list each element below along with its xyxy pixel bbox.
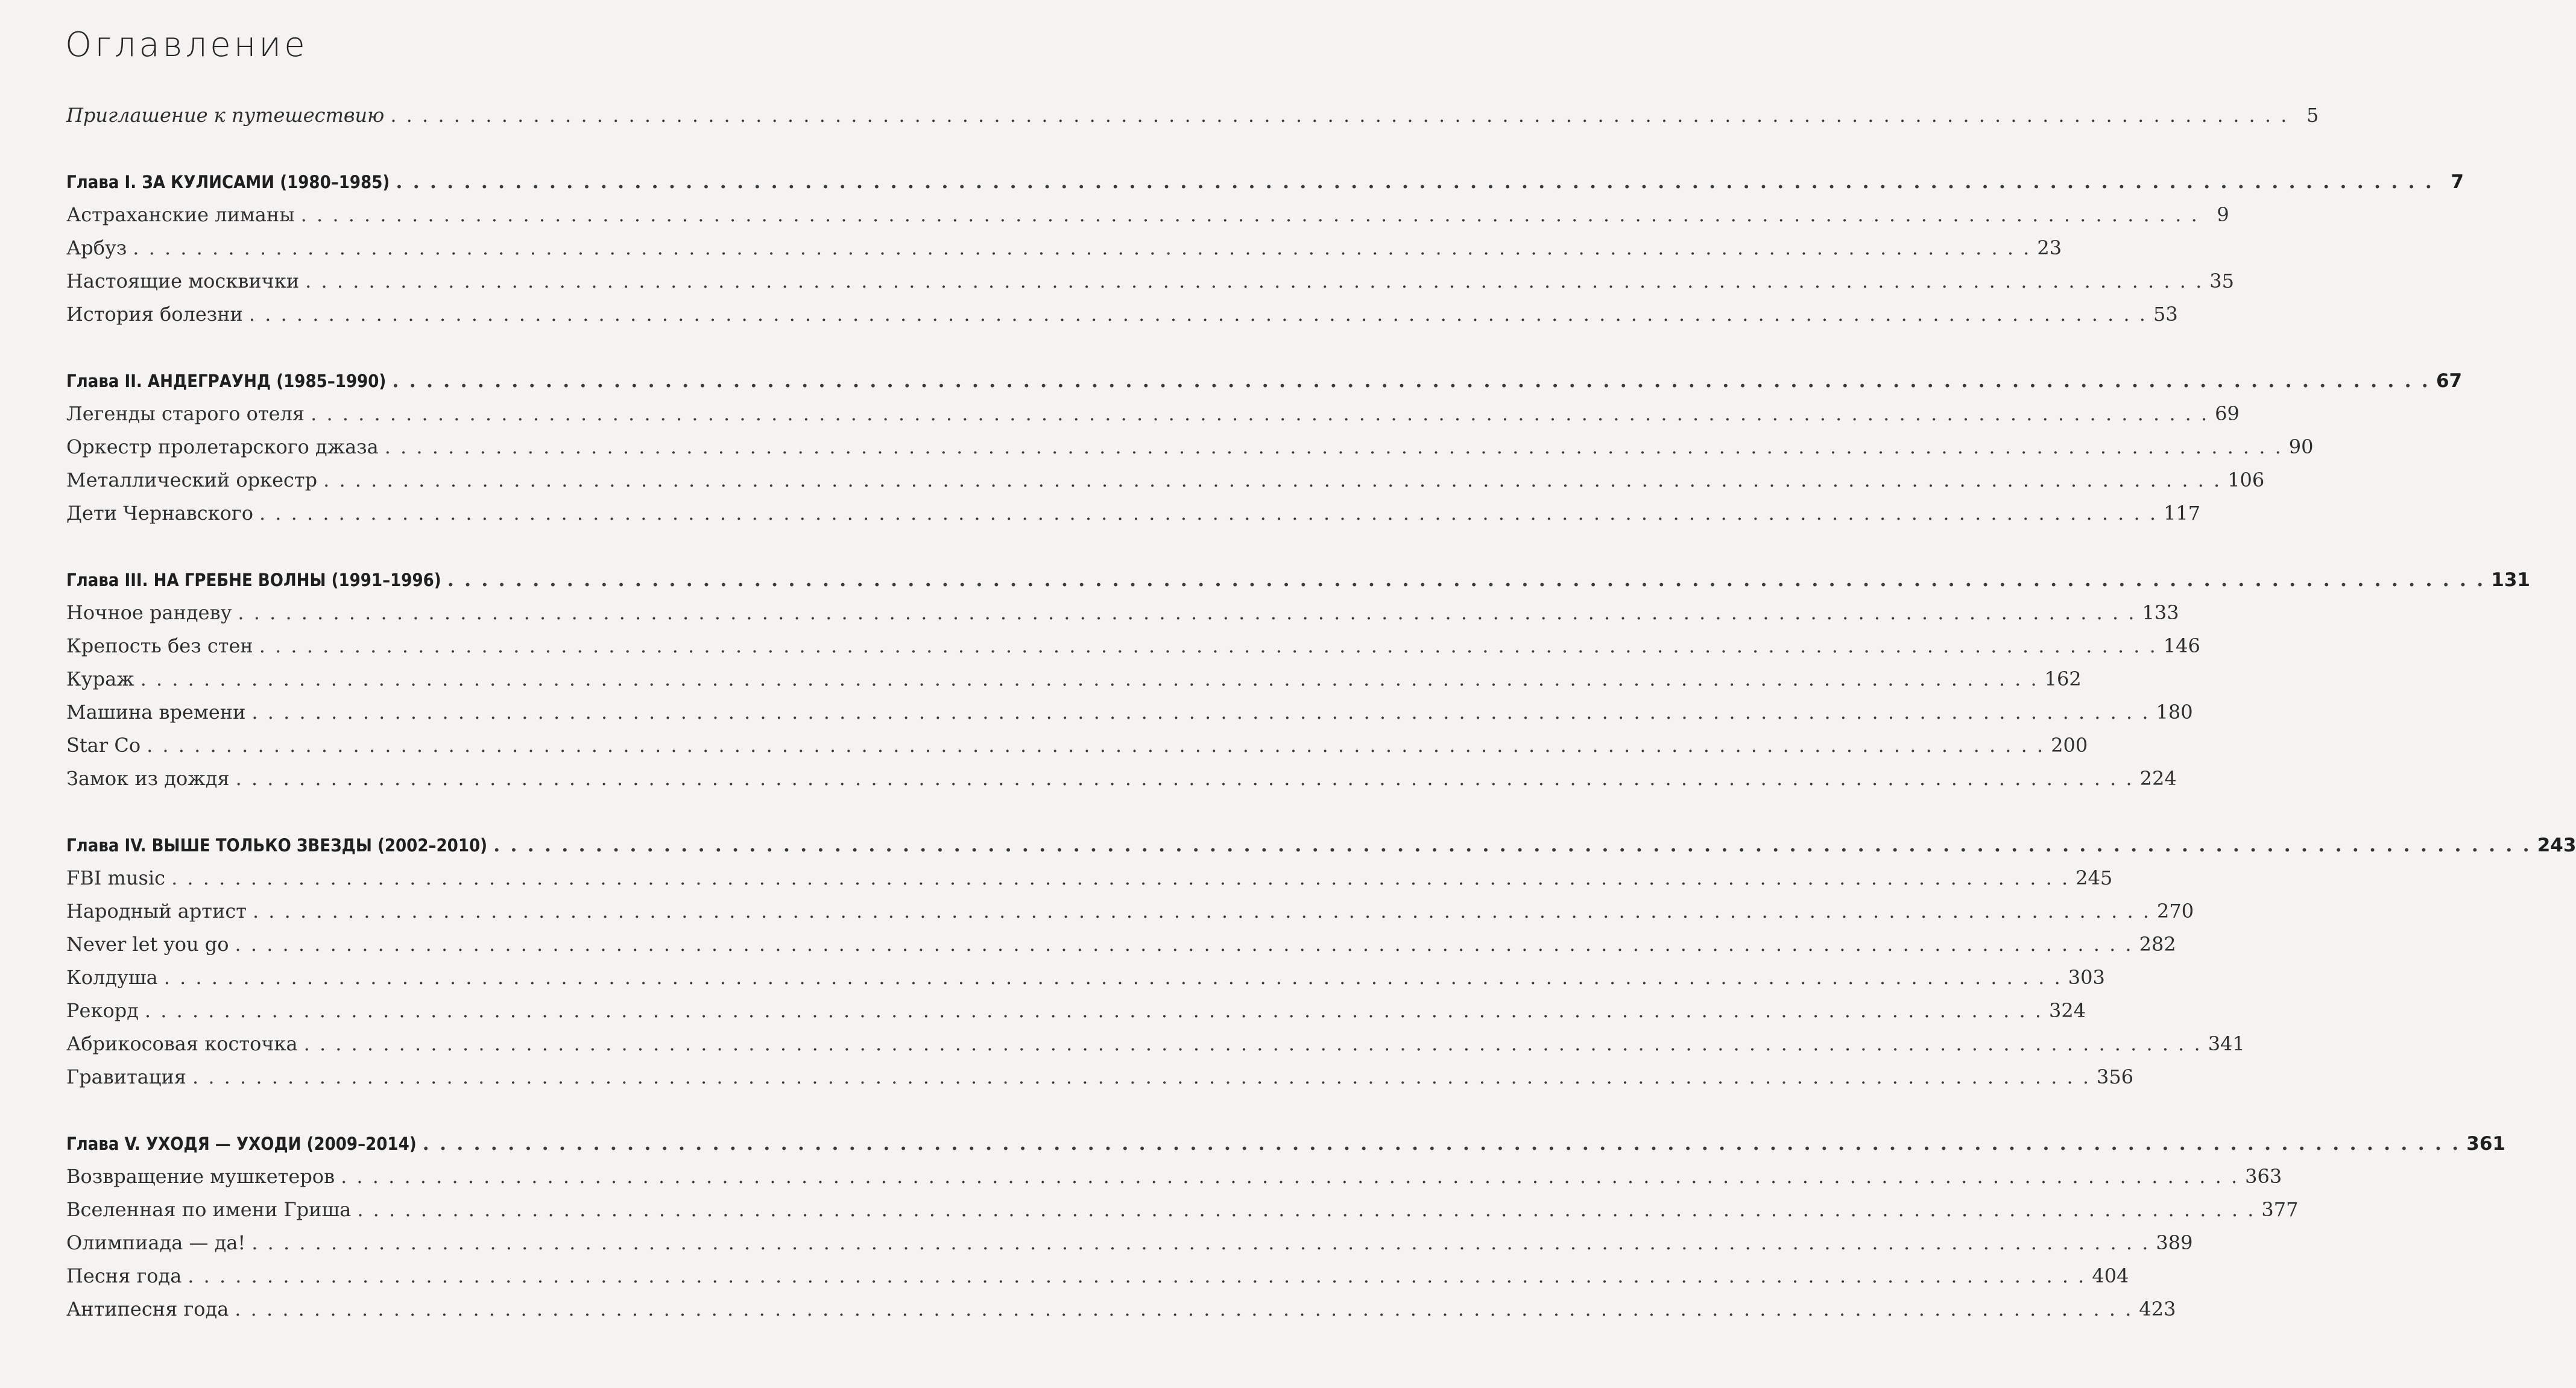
section-spacer: [66, 137, 799, 170]
dot-leader: . . . . . . . . . . . . . . . . . . . . . . . . . . . . . . . . . . . . . . . . . . . . . . . . . . . . . . . . . . . . . . . . . . . . . . . . . . . . . . . . . . . . . . . . . . . . . . . . . . . . . . . . . . . . . . . . . . . . . . . .: [300, 203, 2199, 226]
dot-leader: . . . . . . . . . . . . . . . . . . . . . . . . . . . . . . . . . . . . . . . . . . . . . . . . . . . . . . . . . . . . . . . . . . . . . . . . . . . . . . . . . . . . . . . . . . . . . . . . . . . . . . . . . . . . . . . . . . . . . . . .: [140, 667, 2039, 690]
toc-entry[interactable]: [66, 236, 2062, 270]
dot-leader: . . . . . . . . . . . . . . . . . . . . . . . . . . . . . . . . . . . . . . . . . . . . . . . . . . . . . . . . . . . . . . . . . . . . . . . . . . . . . . . . . . . . . . . . . . . . . . . . . . . . . . . . . . . . . . . . . . . . . . . .: [323, 468, 2222, 491]
toc-page-number: 324: [2049, 999, 2086, 1022]
toc-entry-label: Приглашение к путешествию: [66, 104, 385, 127]
dot-leader: . . . . . . . . . . . . . . . . . . . . . . . . . . . . . . . . . . . . . . . . . . . . . . . . . . . . . . . . . . . . . . . . . . . . . . . . . . . . . . . . . . . . . . . . . . . . . . . . . . . . . . . . . . . . . . . . . . . . . . . .: [235, 933, 2133, 956]
toc-page-number: 146: [2163, 634, 2200, 657]
toc-entry-label: Вселенная по имени Гриша: [66, 1198, 352, 1221]
chapter-title: Глава I. ЗА КУЛИСАМИ (1980–1985): [66, 172, 390, 192]
toc-entry-label: Замок из дождя: [66, 767, 230, 790]
toc-page-number: 245: [2076, 866, 2113, 889]
toc-intro[interactable]: [66, 104, 2319, 137]
toc-entry-label: Ночное рандеву: [66, 601, 232, 624]
toc-entry-label: FBI music: [66, 866, 166, 889]
dot-leader: . . . . . . . . . . . . . . . . . . . . . . . . . . . . . . . . . . . . . . . . . . . . . . . . . . . . . . . . . . . . . . . . . . . . . . . . . . . . . . . . . . . . . . . . . . . . . . . . . . . . . . . . . . . . . . . . . . . . . . . .: [259, 502, 2158, 525]
dot-leader: . . . . . . . . . . . . . . . . . . . . . . . . . . . . . . . . . . . . . . . . . . . . . . . . . . . . . . . . . . . . . . . . . . . . . . . . . . . . . . . . . . . . . . . . . . . . . . . . . . . . . . . . . . . . . . . . . . . . . . . .: [311, 402, 2209, 425]
dot-leader: . . . . . . . . . . . . . . . . . . . . . . . . . . . . . . . . . . . . . . . . . . . . . . . . . . . . . . . . . . . . . . . . . . . . . . . . . . . . . . . . . . . . . . . . . . . . . . . . . . . . . . . . . . . . . . . . . . . . . . . .: [396, 170, 2434, 193]
toc-page-number: 270: [2157, 900, 2194, 923]
chapter-title: Глава II. АНДЕГРАУНД (1985–1990): [66, 371, 387, 391]
toc-entry[interactable]: [66, 966, 2105, 999]
toc-entry[interactable]: [66, 1198, 2299, 1231]
toc-entry[interactable]: [66, 1264, 2129, 1298]
toc-entry-label: Легенды старого отеля: [66, 402, 305, 425]
dot-leader: . . . . . . . . . . . . . . . . . . . . . . . . . . . . . . . . . . . . . . . . . . . . . . . . . . . . . . . . . . . . . . . . . . . . . . . . . . . . . . . . . . . . . . . . . . . . . . . . . . . . . . . . . . . . . . . . . . . . . . . .: [163, 966, 2062, 989]
toc-entry[interactable]: [66, 270, 2234, 303]
toc-entry[interactable]: [66, 933, 2176, 966]
toc-chapter[interactable]: [66, 833, 2576, 866]
dot-leader: . . . . . . . . . . . . . . . . . . . . . . . . . . . . . . . . . . . . . . . . . . . . . . . . . . . . . . . . . . . . . . . . . . . . . . . . . . . . . . . . . . . . . . . . . . . . . . . . . . . . . . . . . . . . . . . . . . . . . . . .: [171, 866, 2070, 889]
toc-page-number: 282: [2139, 933, 2176, 956]
dot-leader: . . . . . . . . . . . . . . . . . . . . . . . . . . . . . . . . . . . . . . . . . . . . . . . . . . . . . . . . . . . . . . . . . . . . . . . . . . . . . . . . . . . . . . . . . . . . . . . . . . . . . . . . . . . . . . . . . . . . . . . .: [305, 270, 2204, 292]
toc-page-number: 117: [2164, 502, 2201, 525]
toc-page-number: 377: [2261, 1198, 2299, 1221]
toc-entry[interactable]: [66, 1298, 2176, 1331]
dot-leader: . . . . . . . . . . . . . . . . . . . . . . . . . . . . . . . . . . . . . . . . . . . . . . . . . . . . . . . . . . . . . . . . . . . . . . . . . . . . . . . . . . . . . . . . . . . . . . . . . . . . . . . . . . . . . . . . . . . . . . . .: [392, 369, 2430, 392]
toc-page-number: 67: [2436, 370, 2463, 392]
dot-leader: . . . . . . . . . . . . . . . . . . . . . . . . . . . . . . . . . . . . . . . . . . . . . . . . . . . . . . . . . . . . . . . . . . . . . . . . . . . . . . . . . . . . . . . . . . . . . . . . . . . . . . . . . . . . . . . . . . . . . . . .: [248, 303, 2147, 326]
toc-page-number: 224: [2139, 767, 2177, 790]
toc-entry-label: Кураж: [66, 667, 134, 690]
toc-entry[interactable]: [66, 866, 2113, 900]
toc-entry[interactable]: [66, 1231, 2193, 1264]
dot-leader: . . . . . . . . . . . . . . . . . . . . . . . . . . . . . . . . . . . . . . . . . . . . . . . . . . . . . . . . . . . . . . . . . . . . . . . . . . . . . . . . . . . . . . . . . . . . . . . . . . . . . . . . . . . . . . . . . . . . . . . .: [447, 568, 2486, 591]
page-title: Оглавление: [65, 25, 308, 65]
toc-entry-label: Олимпиада — да!: [66, 1231, 246, 1254]
toc-entry[interactable]: [66, 1032, 2245, 1065]
dot-leader: . . . . . . . . . . . . . . . . . . . . . . . . . . . . . . . . . . . . . . . . . . . . . . . . . . . . . . . . . . . . . . . . . . . . . . . . . . . . . . . . . . . . . . . . . . . . . . . . . . . . . . . . . . . . . . . . . . . . . . . .: [384, 435, 2283, 458]
toc-entry-label: Дети Чернавского: [66, 502, 253, 525]
dot-leader: . . . . . . . . . . . . . . . . . . . . . . . . . . . . . . . . . . . . . . . . . . . . . . . . . . . . . . . . . . . . . . . . . . . . . . . . . . . . . . . . . . . . . . . . . . . . . . . . . . . . . . . . . . . . . . . . . . . . . . . .: [251, 701, 2150, 724]
dot-leader: . . . . . . . . . . . . . . . . . . . . . . . . . . . . . . . . . . . . . . . . . . . . . . . . . . . . . . . . . . . . . . . . . . . . . . . . . . . . . . . . . . . . . . . . . . . . . . . . . . . . . . . . . . . . . . . . . . . . . . . .: [493, 833, 2531, 856]
toc-page-number: 7: [2451, 171, 2464, 193]
toc-entry-label: Колдуша: [66, 966, 158, 989]
section-spacer: [66, 1099, 799, 1132]
toc-page-number: 69: [2215, 402, 2240, 425]
toc-entry-label: Арбуз: [66, 236, 127, 259]
section-spacer: [66, 336, 799, 369]
dot-leader: . . . . . . . . . . . . . . . . . . . . . . . . . . . . . . . . . . . . . . . . . . . . . . . . . . . . . . . . . . . . . . . . . . . . . . . . . . . . . . . . . . . . . . . . . . . . . . . . . . . . . . . . . . . . . . . . . . . . . . . .: [147, 734, 2045, 757]
toc-entry-label: Настоящие москвички: [66, 270, 300, 292]
toc-entry[interactable]: [66, 734, 2088, 767]
chapter-title: Глава III. НА ГРЕБНЕ ВОЛНЫ (1991–1996): [66, 570, 441, 590]
toc-chapter[interactable]: [66, 1132, 2505, 1165]
table-of-contents: [66, 104, 2576, 1331]
toc-page-number: 5: [2306, 104, 2319, 127]
toc-entry-label: Антипесня года: [66, 1298, 229, 1320]
toc-chapter[interactable]: [66, 170, 2464, 203]
toc-entry[interactable]: [66, 900, 2194, 933]
toc-entry-label: История болезни: [66, 303, 243, 326]
toc-page-number: 389: [2156, 1231, 2193, 1254]
toc-page-number: 200: [2051, 734, 2088, 757]
toc-entry[interactable]: [66, 1165, 2282, 1198]
toc-entry-label: Машина времени: [66, 701, 246, 724]
toc-entry-label: Оркестр пролетарского джаза: [66, 435, 379, 458]
dot-leader: . . . . . . . . . . . . . . . . . . . . . . . . . . . . . . . . . . . . . . . . . . . . . . . . . . . . . . . . . . . . . . . . . . . . . . . . . . . . . . . . . . . . . . . . . . . . . . . . . . . . . . . . . . . . . . . . . . . . . . . .: [341, 1165, 2240, 1188]
toc-entry-label: Возвращение мушкетеров: [66, 1165, 335, 1188]
toc-entry[interactable]: [66, 1065, 2134, 1099]
toc-entry-label: Star Co: [66, 734, 141, 757]
toc-page-number: 361: [2466, 1133, 2505, 1155]
dot-leader: . . . . . . . . . . . . . . . . . . . . . . . . . . . . . . . . . . . . . . . . . . . . . . . . . . . . . . . . . . . . . . . . . . . . . . . . . . . . . . . . . . . . . . . . . . . . . . . . . . . . . . . . . . . . . . . . . . . . . . . .: [235, 767, 2134, 790]
dot-leader: . . . . . . . . . . . . . . . . . . . . . . . . . . . . . . . . . . . . . . . . . . . . . . . . . . . . . . . . . . . . . . . . . . . . . . . . . . . . . . . . . . . . . . . . . . . . . . . . . . . . . . . . . . . . . . . . . . . . . . . .: [259, 634, 2158, 657]
toc-page-number: 363: [2245, 1165, 2282, 1188]
toc-entry[interactable]: [66, 634, 2200, 667]
dot-leader: . . . . . . . . . . . . . . . . . . . . . . . . . . . . . . . . . . . . . . . . . . . . . . . . . . . . . . . . . . . . . . . . . . . . . . . . . . . . . . . . . . . . . . . . . . . . . . . . . . . . . . . . . . . . . . . . . . . . . . . .: [235, 1298, 2133, 1320]
toc-entry[interactable]: [66, 999, 2086, 1032]
dot-leader: . . . . . . . . . . . . . . . . . . . . . . . . . . . . . . . . . . . . . . . . . . . . . . . . . . . . . . . . . . . . . . . . . . . . . . . . . . . . . . . . . . . . . . . . . . . . . . . . . . . . . . . . . . . . . . . . . . . . . . . .: [390, 104, 2289, 127]
toc-page-number: 180: [2156, 701, 2193, 724]
toc-page-number: 106: [2227, 468, 2265, 491]
chapter-title: Глава V. УХОДЯ — УХОДИ (2009–2014): [66, 1134, 417, 1154]
toc-entry-label: Крепость без стен: [66, 634, 253, 657]
toc-entry-label: Металлический оркестр: [66, 468, 318, 491]
toc-entry[interactable]: [66, 303, 2178, 336]
toc-page-number: 133: [2142, 601, 2179, 624]
chapter-title: Глава IV. ВЫШЕ ТОЛЬКО ЗВЕЗДЫ (2002–2010): [66, 835, 488, 856]
toc-entry[interactable]: [66, 502, 2201, 535]
toc-page-number: 131: [2491, 569, 2531, 591]
toc-entry[interactable]: [66, 667, 2082, 701]
toc-entry[interactable]: [66, 601, 2179, 634]
toc-entry-label: Рекорд: [66, 999, 139, 1022]
toc-entry[interactable]: [66, 203, 2229, 236]
toc-page-number: 90: [2288, 435, 2314, 458]
dot-leader: . . . . . . . . . . . . . . . . . . . . . . . . . . . . . . . . . . . . . . . . . . . . . . . . . . . . . . . . . . . . . . . . . . . . . . . . . . . . . . . . . . . . . . . . . . . . . . . . . . . . . . . . . . . . . . . . . . . . . . . .: [251, 1231, 2150, 1254]
toc-page-number: 404: [2092, 1264, 2129, 1287]
dot-leader: . . . . . . . . . . . . . . . . . . . . . . . . . . . . . . . . . . . . . . . . . . . . . . . . . . . . . . . . . . . . . . . . . . . . . . . . . . . . . . . . . . . . . . . . . . . . . . . . . . . . . . . . . . . . . . . . . . . . . . . .: [133, 236, 2031, 259]
dot-leader: . . . . . . . . . . . . . . . . . . . . . . . . . . . . . . . . . . . . . . . . . . . . . . . . . . . . . . . . . . . . . . . . . . . . . . . . . . . . . . . . . . . . . . . . . . . . . . . . . . . . . . . . . . . . . . . . . . . . . . . .: [238, 601, 2136, 624]
toc-chapter[interactable]: [66, 568, 2531, 601]
toc-entry-label: Народный артист: [66, 900, 247, 923]
toc-page-number: 35: [2209, 270, 2234, 292]
toc-page-number: 356: [2097, 1065, 2134, 1088]
toc-entry[interactable]: [66, 402, 2240, 435]
dot-leader: . . . . . . . . . . . . . . . . . . . . . . . . . . . . . . . . . . . . . . . . . . . . . . . . . . . . . . . . . . . . . . . . . . . . . . . . . . . . . . . . . . . . . . . . . . . . . . . . . . . . . . . . . . . . . . . . . . . . . . . .: [252, 900, 2151, 923]
dot-leader: . . . . . . . . . . . . . . . . . . . . . . . . . . . . . . . . . . . . . . . . . . . . . . . . . . . . . . . . . . . . . . . . . . . . . . . . . . . . . . . . . . . . . . . . . . . . . . . . . . . . . . . . . . . . . . . . . . . . . . . .: [303, 1032, 2202, 1055]
toc-page-number: 341: [2208, 1032, 2245, 1055]
toc-entry-label: Песня года: [66, 1264, 182, 1287]
dot-leader: . . . . . . . . . . . . . . . . . . . . . . . . . . . . . . . . . . . . . . . . . . . . . . . . . . . . . . . . . . . . . . . . . . . . . . . . . . . . . . . . . . . . . . . . . . . . . . . . . . . . . . . . . . . . . . . . . . . . . . . .: [192, 1065, 2091, 1088]
dot-leader: . . . . . . . . . . . . . . . . . . . . . . . . . . . . . . . . . . . . . . . . . . . . . . . . . . . . . . . . . . . . . . . . . . . . . . . . . . . . . . . . . . . . . . . . . . . . . . . . . . . . . . . . . . . . . . . . . . . . . . . .: [422, 1132, 2461, 1155]
dot-leader: . . . . . . . . . . . . . . . . . . . . . . . . . . . . . . . . . . . . . . . . . . . . . . . . . . . . . . . . . . . . . . . . . . . . . . . . . . . . . . . . . . . . . . . . . . . . . . . . . . . . . . . . . . . . . . . . . . . . . . . .: [357, 1198, 2256, 1221]
toc-page-number: 53: [2153, 303, 2178, 326]
toc-page-number: 243: [2537, 834, 2576, 856]
dot-leader: . . . . . . . . . . . . . . . . . . . . . . . . . . . . . . . . . . . . . . . . . . . . . . . . . . . . . . . . . . . . . . . . . . . . . . . . . . . . . . . . . . . . . . . . . . . . . . . . . . . . . . . . . . . . . . . . . . . . . . . .: [144, 999, 2043, 1022]
toc-page-number: 23: [2037, 236, 2062, 259]
toc-entry[interactable]: [66, 468, 2265, 502]
toc-entry-label: Астраханские лиманы: [66, 203, 295, 226]
toc-entry[interactable]: [66, 767, 2177, 800]
toc-page-number: 423: [2139, 1298, 2176, 1320]
toc-entry-label: Гравитация: [66, 1065, 186, 1088]
section-spacer: [66, 800, 799, 833]
toc-page-number: 162: [2044, 667, 2082, 690]
toc-entry-label: Never let you go: [66, 933, 229, 956]
toc-page-number: 9: [2217, 203, 2229, 226]
toc-entry-label: Абрикосовая косточка: [66, 1032, 298, 1055]
dot-leader: . . . . . . . . . . . . . . . . . . . . . . . . . . . . . . . . . . . . . . . . . . . . . . . . . . . . . . . . . . . . . . . . . . . . . . . . . . . . . . . . . . . . . . . . . . . . . . . . . . . . . . . . . . . . . . . . . . . . . . . .: [188, 1264, 2086, 1287]
section-spacer: [66, 535, 799, 568]
toc-entry[interactable]: [66, 435, 2314, 468]
toc-entry[interactable]: [66, 701, 2193, 734]
toc-page-number: 303: [2068, 966, 2105, 989]
toc-chapter[interactable]: [66, 369, 2463, 402]
